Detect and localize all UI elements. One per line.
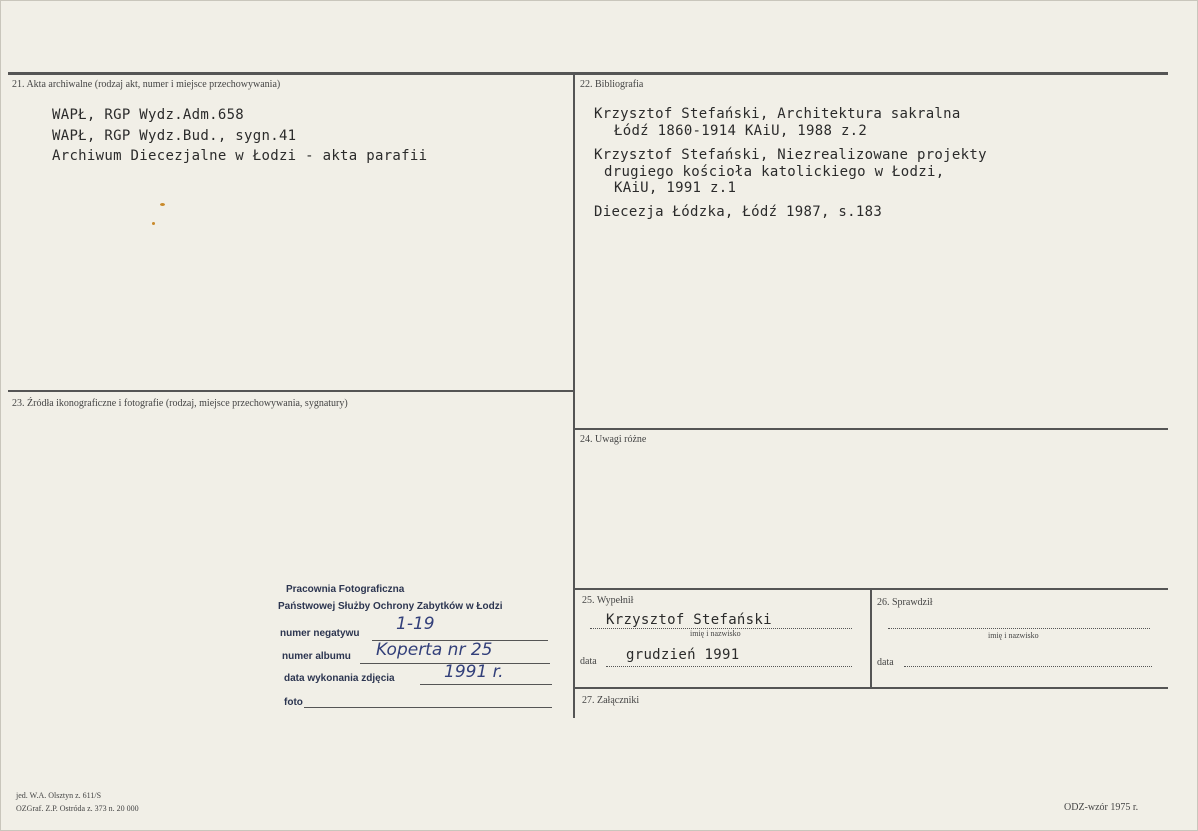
checked-by-caption: imię i nazwisko: [988, 631, 1039, 640]
divider-25-27: [575, 687, 1168, 689]
filled-by-date-line: [606, 666, 852, 667]
paper-speck: [152, 222, 155, 225]
stamp-album-label: numer albumu: [282, 651, 351, 662]
center-divider: [573, 75, 575, 718]
paper-speck: [160, 203, 165, 206]
filled-by-name: Krzysztof Stefański: [606, 612, 772, 628]
section-21-line-3: Archiwum Diecezjalne w Łodzi - akta parafii: [52, 148, 428, 164]
stamp-line-1: Pracownia Fotograficzna: [286, 584, 405, 595]
stamp-negatyw-value: 1-19: [396, 614, 435, 634]
section-23-label: 23. Źródła ikonograficzne i fotografie (rodzaj, miejsce przechowywania, sygnatury): [12, 398, 348, 409]
filled-by-date-label: data: [580, 656, 597, 667]
bibliography-line-1: Krzysztof Stefański, Architektura sakralna: [594, 106, 961, 122]
stamp-data-value: 1991 r.: [444, 662, 504, 682]
footer-printer-line-2: OZGraf. Z.P. Ostróda z. 373 n. 20 000: [16, 804, 139, 813]
bibliography-line-5: KAiU, 1991 z.1: [614, 180, 737, 196]
checked-by-date-line: [904, 666, 1152, 667]
stamp-album-value: Koperta nr 25: [376, 640, 493, 660]
stamp-line-2: Państwowej Służby Ochrony Zabytków w Łodzi: [278, 601, 503, 612]
bibliography-line-2: Łódź 1860-1914 KAiU, 1988 z.2: [614, 123, 868, 139]
stamp-negatyw-label: numer negatywu: [280, 628, 360, 639]
section-21-label: 21. Akta archiwalne (rodzaj akt, numer i miejsce przechowywania): [12, 79, 281, 90]
filled-by-date-value: grudzień 1991: [626, 647, 740, 663]
section-26-label: 26. Sprawdził: [877, 597, 933, 608]
checked-by-date-label: data: [877, 657, 894, 668]
divider-25-26: [870, 590, 872, 688]
section-21-line-2: WAPŁ, RGP Wydz.Bud., sygn.41: [52, 128, 297, 144]
section-25-label: 25. Wypełnił: [582, 595, 634, 606]
section-24-label: 24. Uwagi różne: [580, 434, 647, 445]
stamp-data-line: [420, 684, 552, 685]
bibliography-line-6: Diecezja Łódzka, Łódź 1987, s.183: [594, 204, 883, 220]
bibliography-line-4: drugiego kościoła katolickiego w Łodzi,: [604, 164, 945, 180]
filled-by-caption: imię i nazwisko: [690, 629, 741, 638]
section-21-line-1: WAPŁ, RGP Wydz.Adm.658: [52, 107, 245, 123]
stamp-data-label: data wykonania zdjęcia: [284, 673, 395, 684]
top-rule: [8, 72, 1168, 75]
divider-22-24: [575, 428, 1168, 430]
footer-printer-line-1: jed. W.A. Olsztyn z. 611/S: [16, 791, 102, 800]
bibliography-line-3: Krzysztof Stefański, Niezrealizowane projekty: [594, 147, 987, 163]
form-number: ODZ-wzór 1975 r.: [1064, 802, 1139, 813]
section-27-label: 27. Załączniki: [582, 695, 640, 706]
checked-by-name-line: [888, 628, 1150, 629]
stamp-foto-line: [304, 707, 552, 708]
divider-21-23: [8, 390, 573, 392]
section-22-label: 22. Bibliografia: [580, 79, 644, 90]
stamp-foto-label: foto: [284, 697, 303, 708]
